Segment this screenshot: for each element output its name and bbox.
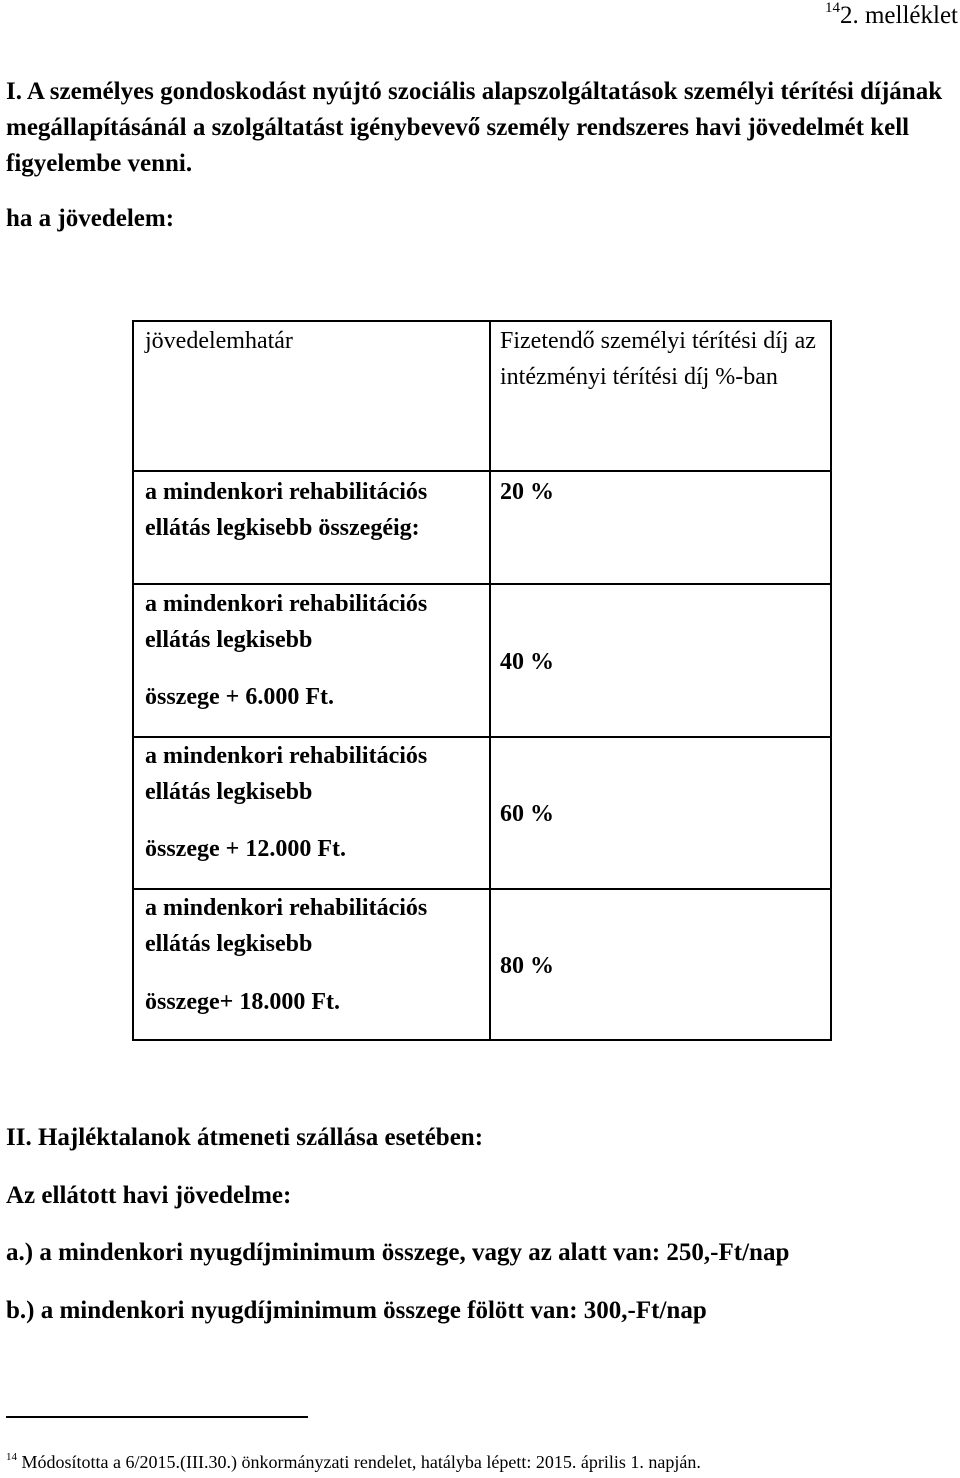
section1-paragraph: I. A személyes gondoskodást nyújtó szociális alapszolgáltatások személyi térítési díjának megállapításánál a szolgáltatást igénybevevő személy rendszeres havi jövedelmét kell figyelembe venni. xyxy=(6,78,943,177)
table-cell-percent: 80 % xyxy=(500,953,554,979)
table-cell-percent: 20 % xyxy=(500,479,554,505)
table-cell-percent: 40 % xyxy=(500,649,554,675)
table-cell-limit-amount: összege + 12.000 Ft. xyxy=(145,836,346,862)
section2-item-b: b.) a mindenkori nyugdíjminimum összege fölött van: 300,-Ft/nap xyxy=(6,1297,707,1324)
table-header-fee: Fizetendő személyi térítési díj az intézményi térítési díj %-ban xyxy=(500,328,816,390)
section2-title: II. Hajléktalanok átmeneti szállása esetében: xyxy=(6,1124,484,1151)
footnote-separator xyxy=(6,1416,308,1418)
table-cell-limit: a mindenkori rehabilitációs ellátás legkisebb összegéig: xyxy=(145,479,428,541)
footnote-text: Módosította a 6/2015.(III.30.) önkormányzati rendelet, hatályba lépett: 2015. április 1. napján. xyxy=(21,1452,701,1472)
footnote-ref: 14 xyxy=(824,0,840,16)
table-cell-limit-amount: összege+ 18.000 Ft. xyxy=(145,989,340,1015)
table-column-divider xyxy=(489,322,491,1039)
footnote xyxy=(6,1452,701,1473)
footnote-number: 14 xyxy=(6,1451,17,1463)
table-header-limit: jövedelemhatár xyxy=(145,328,293,354)
table-cell-limit: a mindenkori rehabilitációs ellátás legkisebb xyxy=(145,743,428,805)
section2-subtitle: Az ellátott havi jövedelme: xyxy=(6,1182,292,1209)
table-cell-percent: 60 % xyxy=(500,801,554,827)
table-row-divider xyxy=(134,583,830,585)
fee-table xyxy=(132,320,832,1041)
table-row-divider xyxy=(134,470,830,472)
table-cell-limit-amount: összege + 6.000 Ft. xyxy=(145,684,334,710)
section2-item-a: a.) a mindenkori nyugdíjminimum összege, vagy az alatt van: 250,-Ft/nap xyxy=(6,1239,790,1266)
annex-title: 2. melléklet xyxy=(839,2,958,29)
income-lead-text: ha a jövedelem: xyxy=(6,205,175,232)
table-cell-limit: a mindenkori rehabilitációs ellátás legkisebb xyxy=(145,591,428,653)
table-cell-limit: a mindenkori rehabilitációs ellátás legkisebb xyxy=(145,895,428,957)
annex-label xyxy=(825,2,958,30)
